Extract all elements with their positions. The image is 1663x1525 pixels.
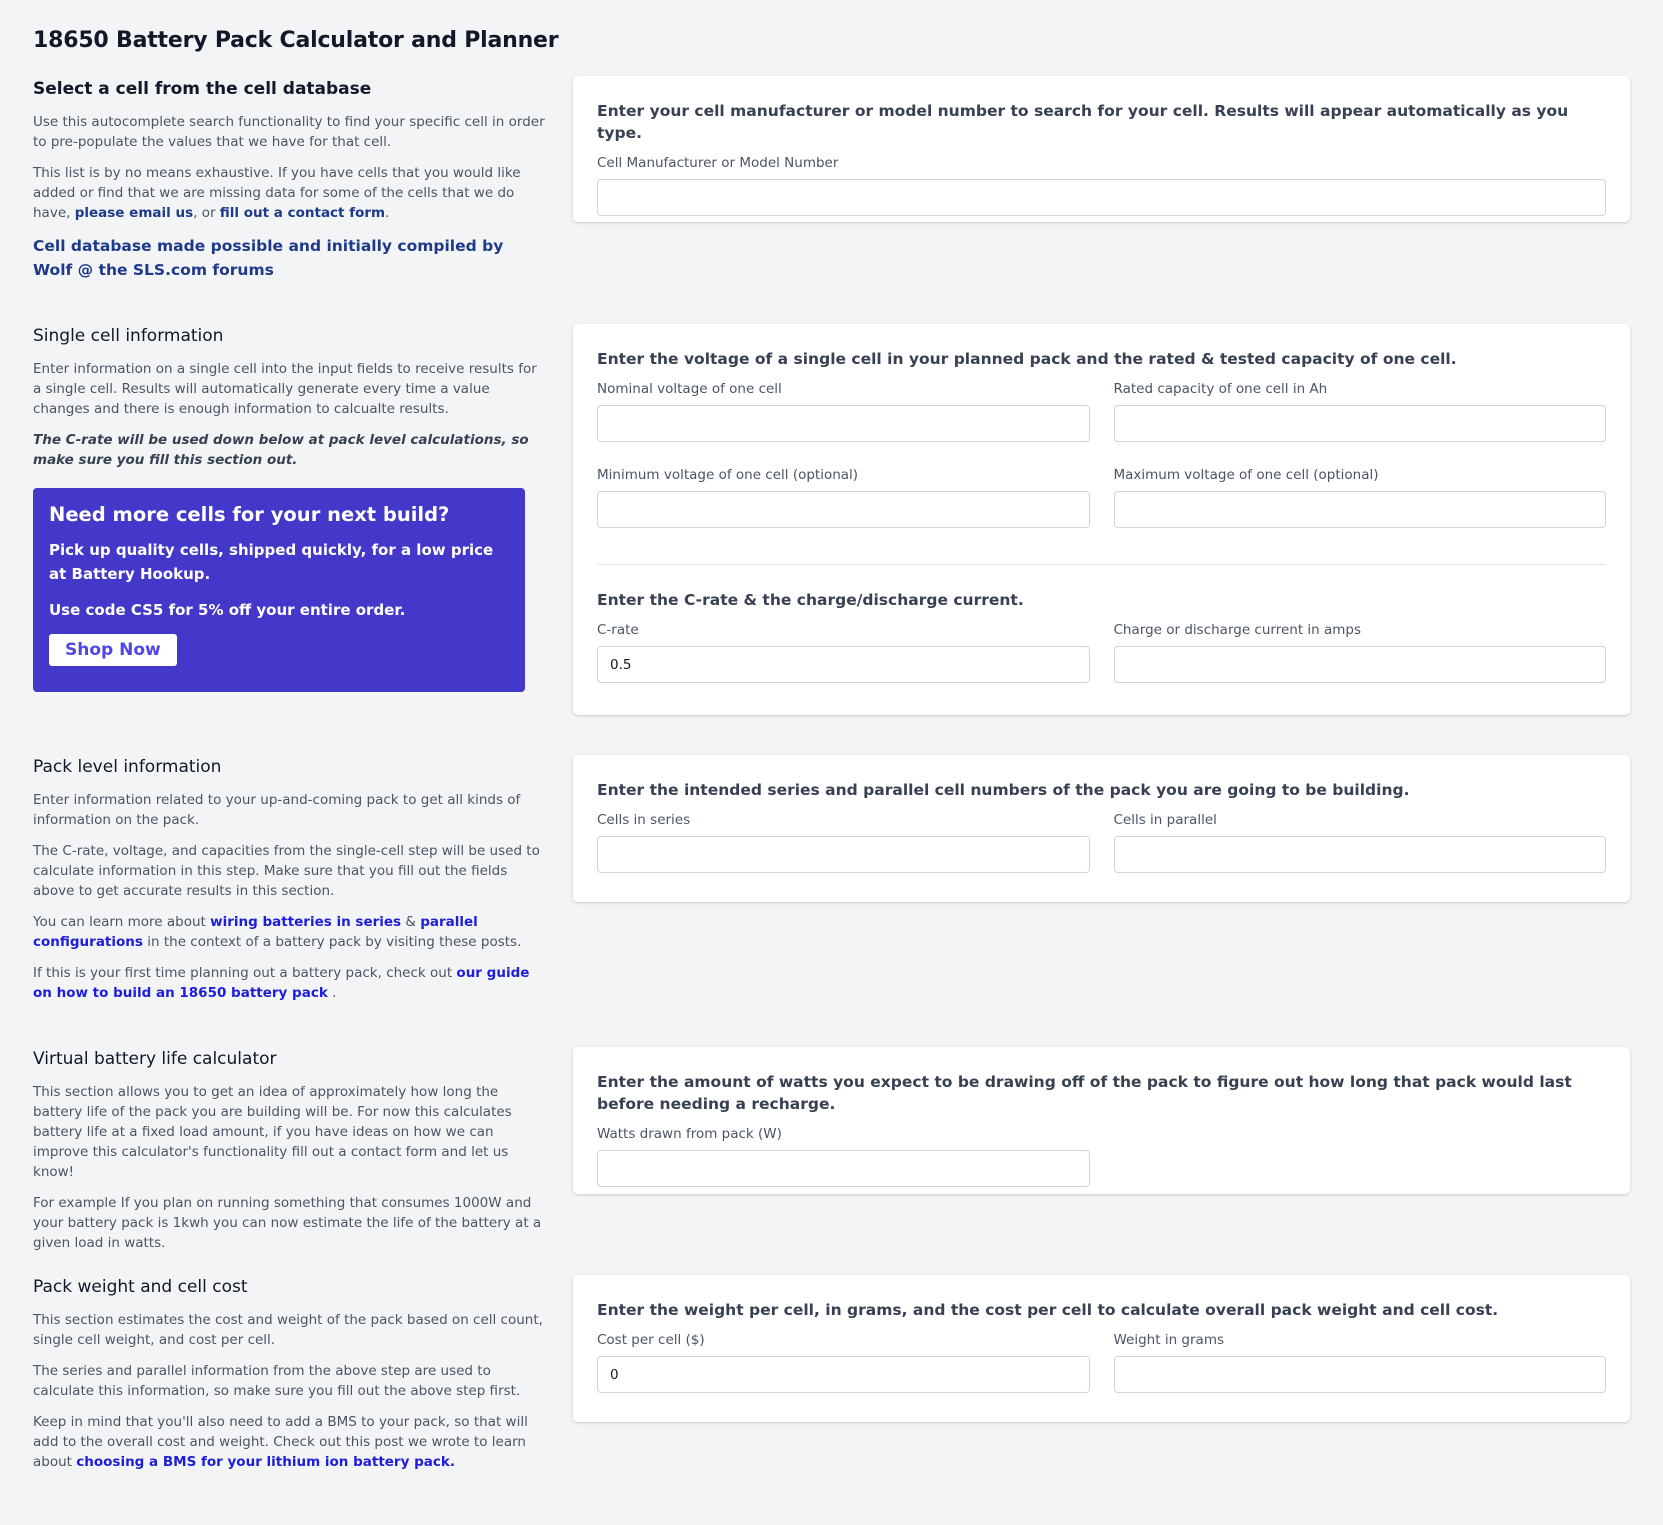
weight-grams-label: Weight in grams [1113,1332,1224,1348]
battery-life-card [573,1047,1630,1194]
battery-life-description [33,1048,545,1264]
cost-per-cell-label: Cost per cell ($) [597,1332,705,1348]
single-cell-description [33,325,545,481]
promo-text: Pick up quality cells, shipped quickly, for a low price at Battery Hookup. [49,541,494,583]
credit-link[interactable]: Cell database made possible and initially compiled by Wolf @ the SLS.com forums [33,237,504,279]
watts-label: Watts drawn from pack (W) [597,1126,782,1142]
single-cell-crate-note: The C-rate will be used down below at pack level calculations, so make sure you fill this section out. [33,432,529,468]
max-voltage-label: Maximum voltage of one cell (optional) [1113,467,1379,483]
email-us-link[interactable]: please email us [74,205,194,221]
pack-level-learn-more: You can learn more about wiring batteries in series & parallel configurations in the context of a battery pack by visiting these posts. [33,914,522,950]
wiring-series-link[interactable]: wiring batteries in series [210,914,402,930]
min-voltage-label: Minimum voltage of one cell (optional) [597,467,859,483]
weight-cost-description [33,1276,545,1483]
cells-parallel-label: Cells in parallel [1113,812,1217,828]
weight-cost-bms: Keep in mind that you'll also need to add a BMS to your pack, so that will add to the overall cost and weight. Check out this post we wrote to learn about choosing a BMS for your lithium ion battery pack. [33,1414,528,1470]
shop-now-button[interactable]: Shop Now [49,634,177,666]
cells-parallel-input[interactable] [1114,836,1607,873]
build-guide-link[interactable]: our guide on how to build an 18650 battery pack [33,965,530,1001]
cell-database-note: This list is by no means exhaustive. If you have cells that you would like added or find that we are missing data for some of the cells that we do have, please email us, or fill out a contact form. [33,165,521,221]
single-cell-card [573,324,1630,715]
cells-series-label: Cells in series [597,812,691,828]
crate-heading: Enter the C-rate & the charge/discharge current. [597,591,1024,609]
cell-database-description [33,78,545,282]
single-cell-heading: Single cell information [33,326,224,346]
pack-level-intro: Enter information related to your up-and-coming pack to get all kinds of information on the pack. [33,792,521,828]
battery-life-intro: This section allows you to get an idea of approximately how long the battery life of the pack you are building will be. For now this calculates battery life at a fixed load amount, if you have ideas on how we can improve this calculator's functionality fill out a contact form and let us know! [33,1084,512,1180]
rated-capacity-label: Rated capacity of one cell in Ah [1113,381,1328,397]
promo-banner [33,488,525,692]
promo-heading: Need more cells for your next build? [49,503,450,526]
nominal-voltage-input[interactable] [597,405,1090,442]
current-label: Charge or discharge current in amps [1113,622,1362,638]
series-parallel-heading: Enter the intended series and parallel cell numbers of the pack you are going to be building. [597,781,1410,799]
choosing-bms-link[interactable]: choosing a BMS for your lithium ion battery pack. [76,1454,455,1470]
cell-database-intro: Use this autocomplete search functionality to find your specific cell in order to pre-populate the values that we have for that cell. [33,114,545,150]
contact-form-link[interactable]: fill out a contact form [219,205,386,221]
single-cell-intro: Enter information on a single cell into the input fields to receive results for a single cell. Results will automatically generate every time a value changes and there is enough information to calcualte results. [33,361,537,417]
pack-level-heading: Pack level information [33,757,222,777]
battery-life-heading: Virtual battery life calculator [33,1049,277,1069]
pack-level-description [33,756,545,1014]
nominal-voltage-label: Nominal voltage of one cell [597,381,782,397]
promo-code: Use code CS5 for 5% off your entire order. [49,601,406,619]
max-voltage-input[interactable] [1114,491,1607,528]
rated-capacity-input[interactable] [1114,405,1607,442]
voltage-capacity-heading: Enter the voltage of a single cell in your planned pack and the rated & tested capacity of one cell. [597,350,1457,368]
weight-cost-note: The series and parallel information from the above step are used to calculate this information, so make sure you fill out the above step first. [33,1363,521,1399]
watts-input[interactable] [597,1150,1090,1187]
cost-per-cell-input[interactable] [597,1356,1090,1393]
pack-level-guide: If this is your first time planning out a battery pack, check out our guide on how to build an 18650 battery pack . [33,965,530,1001]
current-input[interactable] [1114,646,1607,683]
cell-database-heading: Select a cell from the cell database [33,79,372,99]
weight-cost-card [573,1275,1630,1422]
pack-level-card [573,755,1630,902]
min-voltage-input[interactable] [597,491,1090,528]
section-divider [597,564,1606,565]
watts-heading: Enter the amount of watts you expect to be drawing off of the pack to figure out how long that pack would last before needing a recharge. [597,1073,1572,1113]
cell-search-heading: Enter your cell manufacturer or model number to search for your cell. Results will appear automatically as you type. [597,102,1569,142]
weight-grams-input[interactable] [1114,1356,1607,1393]
cell-search-input[interactable] [597,179,1606,216]
cells-series-input[interactable] [597,836,1090,873]
battery-life-example: For example If you plan on running something that consumes 1000W and your battery pack is 1kwh you can now estimate the life of the battery at a given load in watts. [33,1195,542,1251]
page-title: 18650 Battery Pack Calculator and Planner [33,28,559,53]
weight-cost-intro: This section estimates the cost and weight of the pack based on cell count, single cell weight, and cost per cell. [33,1312,543,1348]
weight-cost-heading: Pack weight and cell cost [33,1277,248,1297]
pack-level-note: The C-rate, voltage, and capacities from the single-cell step will be used to calculate information in this step. Make sure that you fill out the fields above to get accurate results in this section. [33,843,540,899]
weight-cost-card-heading: Enter the weight per cell, in grams, and the cost per cell to calculate overall pack weight and cell cost. [597,1301,1499,1319]
cell-search-card [573,76,1630,222]
parallel-configurations-link[interactable]: parallel configurations [33,914,478,950]
crate-label: C-rate [597,622,639,638]
crate-input[interactable] [597,646,1090,683]
cell-search-label: Cell Manufacturer or Model Number [597,155,839,171]
